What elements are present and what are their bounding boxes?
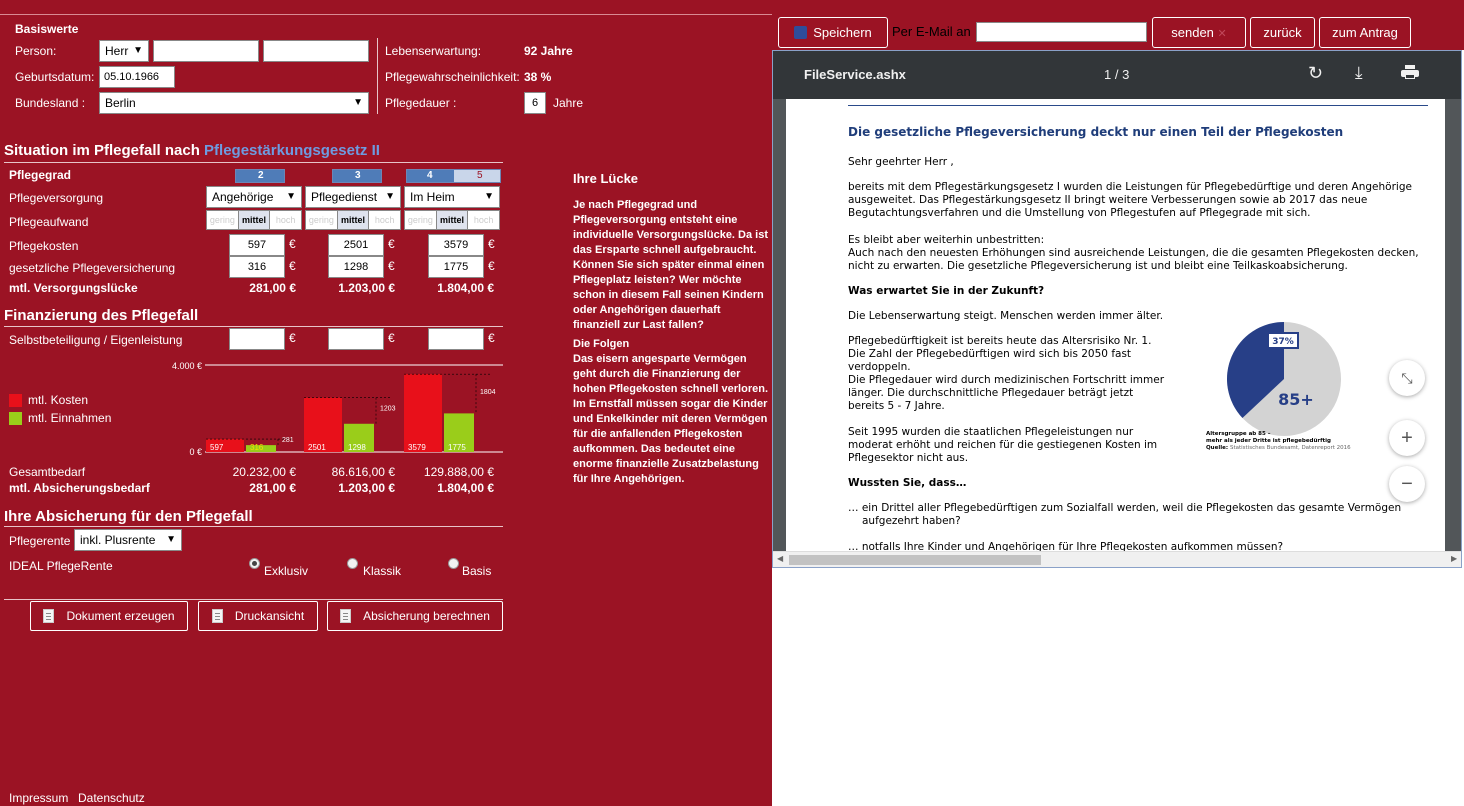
effort-toggle[interactable] xyxy=(206,210,302,230)
zoom-out-icon[interactable]: − xyxy=(1389,466,1425,502)
back-label: zurück xyxy=(1263,25,1302,40)
zoom-in-icon[interactable]: + xyxy=(1389,420,1425,456)
chevron-down-icon: ▼ xyxy=(133,45,143,56)
pdf-filename: FileService.ashx xyxy=(804,67,906,82)
radio-basis-label: Basis xyxy=(462,564,492,578)
print-view-button[interactable] xyxy=(198,601,318,631)
paragraph: bereits mit dem Pflegestärkungsgesetz I wurden die Leistungen für Pflegebedürftige und deren Angehörige ausgeweitet. Das Pflegestärkungsgesetz II bringt weitere Verbesserungen sowie ab 2017 das neue Begutachtungsverfahren und die Umstellung von Pflegestufen auf Pflegegrade mit sich. xyxy=(848,181,1412,219)
apply-label: zum Antrag xyxy=(1332,25,1398,40)
totals-label: Gesamtbedarf xyxy=(9,465,86,479)
state-label: Bundesland : xyxy=(15,96,86,110)
save-label: Speichern xyxy=(813,25,872,40)
pie-caption-line: Altersgruppe ab 85 – xyxy=(1206,431,1271,437)
create-document-button[interactable] xyxy=(30,601,188,631)
paragraph: Die Lebenserwartung steigt. Menschen werden immer älter. xyxy=(848,310,1164,322)
document-toolbar xyxy=(772,0,1464,50)
grade-label: Pflegegrad xyxy=(9,168,72,182)
supply-value: Im Heim xyxy=(410,190,455,204)
income-value-label: 316 xyxy=(250,443,264,452)
situation-title xyxy=(4,142,380,159)
grade-slider[interactable] xyxy=(235,169,285,183)
income-value-label: 1775 xyxy=(448,443,466,452)
costs-input[interactable]: 3579 xyxy=(428,234,484,256)
situation-title-text: Situation im Pflegefall nach xyxy=(4,142,200,159)
paragraph: Seit 1995 wurden die staatlichen Pflegeleistungen nur moderat erhöht und reichen für die gestiegenen Kosten im Pflegesektor nicht aus. xyxy=(848,426,1158,464)
calculate-label: Absicherung berechnen xyxy=(363,609,490,623)
basiswerte-title: Basiswerte xyxy=(15,22,79,36)
supply-select[interactable] xyxy=(404,186,500,208)
effort-low[interactable]: gering xyxy=(209,215,235,225)
divider xyxy=(4,162,503,163)
person-label: Person: xyxy=(15,44,57,58)
effort-high[interactable]: hoch xyxy=(275,215,296,225)
vertical-divider xyxy=(377,38,378,114)
salutation-select[interactable] xyxy=(99,40,149,62)
finance-title: Finanzierung des Pflegefall xyxy=(4,307,199,324)
back-button[interactable] xyxy=(1250,17,1315,48)
total-value: 86.616,00 € xyxy=(331,465,395,479)
supply-value: Pflegedienst xyxy=(311,190,378,204)
radio-klassik-label: Klassik xyxy=(363,564,402,578)
fit-page-icon[interactable]: ⤡ xyxy=(1389,360,1425,396)
statutory-input[interactable]: 1298 xyxy=(328,256,384,278)
pdf-page xyxy=(786,99,1445,551)
divider xyxy=(4,526,503,527)
costs-input[interactable]: 2501 xyxy=(328,234,384,256)
legend-costs-swatch xyxy=(9,394,22,407)
chevron-down-icon: ▼ xyxy=(484,191,494,202)
needs-value: 281,00 € xyxy=(249,481,296,495)
email-label: Per E-Mail an xyxy=(892,24,971,39)
pie-chart xyxy=(1224,319,1344,439)
radio-exklusiv[interactable] xyxy=(249,558,260,569)
y-tick-label: 4.000 € xyxy=(171,361,202,371)
care-probability-label: Pflegewahrscheinlichkeit: xyxy=(385,70,520,84)
grade-value: 3 xyxy=(355,170,361,181)
paragraph: Es bleibt aber weiterhin unbestritten: Auch nach den neuesten Erhöhungen sind ausreichende Leistungen, die die gesamten Pflegekosten decken, nicht zu erwarten. Die gesetzliche Pflegeversicherung ist und bleibt eine Teilkaskoabsicherung. xyxy=(848,234,1419,272)
gap-value: 281,00 € xyxy=(249,281,296,295)
legend-costs-label: mtl. Kosten xyxy=(28,393,89,407)
needs-value: 1.804,00 € xyxy=(437,481,494,495)
paragraph: Die Pflegedauer wird durch medizinischen Fortschritt immer länger. Die durchschnittliche Pflegedauer beträgt jetzt bereits 5 - 7 Jahre. xyxy=(848,374,1165,412)
supply-label: Pflegeversorgung xyxy=(9,191,104,205)
radio-exklusiv-label: Exklusiv xyxy=(264,564,309,578)
effort-low[interactable]: gering xyxy=(308,215,334,225)
insurance-title: Ihre Absicherung für den Pflegefall xyxy=(4,508,253,525)
total-value: 20.232,00 € xyxy=(232,465,296,479)
pflegerente-value: inkl. Plusrente xyxy=(80,533,156,547)
euro-sign: € xyxy=(289,259,296,273)
save-button[interactable] xyxy=(778,17,888,48)
first-name-input[interactable] xyxy=(153,40,259,62)
care-duration-label: Pflegedauer : xyxy=(385,96,457,110)
effort-toggle[interactable] xyxy=(404,210,500,230)
pie-source xyxy=(1206,445,1351,452)
cost-chart xyxy=(0,355,510,460)
email-input[interactable] xyxy=(976,22,1147,42)
life-expectancy-label: Lebenserwartung: xyxy=(385,44,482,58)
gap-label: mtl. Versorgungslücke xyxy=(9,281,138,295)
cost-value-label: 597 xyxy=(210,443,224,452)
grade-slider[interactable] xyxy=(332,169,382,183)
costs-input[interactable]: 597 xyxy=(229,234,285,256)
create-document-label: Dokument erzeugen xyxy=(66,609,175,623)
radio-klassik[interactable] xyxy=(347,558,358,569)
bullet: … notfalls Ihre Kinder und Angehörigen für Ihre Pflegekosten aufkommen müssen? xyxy=(848,541,1284,551)
self-contribution-input[interactable] xyxy=(229,328,285,350)
gap-value-label: 281 xyxy=(282,437,294,445)
gap-info-text: Je nach Pflegegrad und Pflegeversorgung entsteht eine individuelle Versorgungslücke. Da ist das Ersparte schnell aufgebraucht. Können Sie sich später einmal einen Pflegeplatz leisten? Wer möchte schon in diesem Fall seinen Kindern oder Angehörigen dauerhaft finanziell zur Last fallen? xyxy=(573,199,769,331)
care-duration-input[interactable]: 6 xyxy=(524,92,546,114)
legend-income-label: mtl. Einnahmen xyxy=(28,411,112,425)
state-value: Berlin xyxy=(105,96,136,110)
scroll-thumb[interactable] xyxy=(789,555,1041,565)
calculate-button[interactable] xyxy=(327,601,503,631)
salutation-value: Herr xyxy=(105,44,129,58)
total-value: 129.888,00 € xyxy=(423,465,494,479)
birthdate-input[interactable]: 05.10.1966 xyxy=(99,66,175,88)
statutory-input[interactable]: 316 xyxy=(229,256,285,278)
law-link[interactable]: Pflegestärkungsgesetz II xyxy=(204,142,380,159)
cost-value-label: 3579 xyxy=(408,443,426,452)
print-view-label: Druckansicht xyxy=(234,609,305,623)
state-select[interactable] xyxy=(99,92,369,114)
birth-label: Geburtsdatum: xyxy=(15,70,95,84)
document-icon xyxy=(212,609,223,623)
heading: Was erwartet Sie in der Zukunft? xyxy=(848,285,1045,297)
divider xyxy=(4,599,503,600)
effort-high[interactable]: hoch xyxy=(374,215,395,225)
chevron-down-icon: ▼ xyxy=(353,97,363,108)
life-expectancy-value: 92 Jahre xyxy=(524,44,573,58)
grade-value: 2 xyxy=(258,170,264,181)
care-probability-value: 38 % xyxy=(524,70,552,84)
pdf-viewer xyxy=(772,50,1462,568)
care-duration-unit: Jahre xyxy=(553,96,584,110)
costs-label: Pflegekosten xyxy=(9,239,79,253)
bullet: … ein Drittel aller Pflegebedürftigen zum Sozialfall werden, weil die Pflegekosten das gesamte Vermögen aufgezehrt haben? xyxy=(848,502,1402,527)
datenschutz-link[interactable]: Datenschutz xyxy=(78,791,145,805)
effort-high[interactable]: hoch xyxy=(473,215,494,225)
pie-caption xyxy=(1206,431,1351,452)
effort-mid[interactable]: mittel xyxy=(436,211,469,229)
euro-sign: € xyxy=(488,237,495,251)
y-tick-label: 0 € xyxy=(189,447,202,457)
gap-value-label: 1203 xyxy=(380,405,396,413)
euro-sign: € xyxy=(388,237,395,251)
save-icon xyxy=(794,26,807,39)
consequences-title: Die Folgen xyxy=(573,338,630,350)
euro-sign: € xyxy=(388,259,395,273)
effort-toggle[interactable] xyxy=(305,210,401,230)
radio-basis[interactable] xyxy=(448,558,459,569)
gap-value: 1.804,00 € xyxy=(437,281,494,295)
chevron-down-icon: ▼ xyxy=(286,191,296,202)
effort-mid[interactable]: mittel xyxy=(238,211,271,229)
last-name-input[interactable] xyxy=(263,40,369,62)
divider xyxy=(4,326,503,327)
send-button[interactable] xyxy=(1152,17,1246,48)
calculator-icon xyxy=(340,609,351,623)
pie-caption-line: mehr als jeder Dritte ist pflegebedürftig xyxy=(1206,438,1331,444)
euro-sign: € xyxy=(289,237,296,251)
paragraph: Pflegebedürftigkeit ist bereits heute das Altersrisiko Nr. 1. Die Zahl der Pflegebedürftigen wird sich bis 2050 fast verdoppeln. xyxy=(848,335,1152,373)
impressum-link[interactable]: Impressum xyxy=(9,791,69,805)
effort-mid[interactable]: mittel xyxy=(337,211,370,229)
cost-value-label: 2501 xyxy=(308,443,326,452)
print-icon[interactable] xyxy=(1401,65,1419,79)
grade-value: 4 xyxy=(427,170,433,181)
chevron-down-icon: ▼ xyxy=(385,191,395,202)
pdf-viewer-bar xyxy=(773,51,1462,99)
euro-sign: € xyxy=(289,331,296,345)
supply-value: Angehörige xyxy=(212,190,274,204)
gap-value-label: 1804 xyxy=(480,388,496,396)
supply-select[interactable] xyxy=(206,186,302,208)
euro-sign: € xyxy=(488,259,495,273)
needs-label: mtl. Absicherungsbedarf xyxy=(9,481,150,495)
grade-next-value: 5 xyxy=(477,170,483,181)
scroll-right-icon[interactable]: ▶ xyxy=(1451,554,1458,563)
pie-center-label: 85+ xyxy=(1278,390,1314,409)
horizontal-scrollbar[interactable] xyxy=(773,551,1462,568)
needs-value: 1.203,00 € xyxy=(338,481,395,495)
pie-percent: 37% xyxy=(1272,337,1294,347)
statutory-label: gesetzliche Pflegeversicherung xyxy=(9,261,176,275)
close-icon: ✕ xyxy=(1217,28,1227,40)
rotate-icon[interactable]: ↻ xyxy=(1308,63,1324,83)
effort-label: Pflegeaufwand xyxy=(9,215,89,229)
doc-title: Die gesetzliche Pflegeversicherung deckt nur einen Teil der Pflegekosten xyxy=(848,125,1344,139)
scroll-left-icon[interactable]: ◀ xyxy=(777,554,784,563)
ideal-label: IDEAL PflegeRente xyxy=(9,559,113,573)
top-divider xyxy=(0,14,772,15)
supply-select[interactable] xyxy=(305,186,401,208)
grade-slider[interactable] xyxy=(406,169,501,183)
euro-sign: € xyxy=(388,331,395,345)
self-contribution-input[interactable] xyxy=(428,328,484,350)
pie-source-text: Statistisches Bundesamt, Datenreport 2016 xyxy=(1229,445,1351,451)
page-rule xyxy=(848,105,1428,106)
pflegerente-select[interactable] xyxy=(74,529,182,551)
legend-income-swatch xyxy=(9,412,22,425)
apply-button[interactable] xyxy=(1319,17,1411,48)
send-label: senden xyxy=(1171,25,1214,40)
page-indicator: 1 / 3 xyxy=(1104,67,1130,82)
euro-sign: € xyxy=(488,331,495,345)
gap-value: 1.203,00 € xyxy=(338,281,395,295)
heading: Wussten Sie, dass… xyxy=(848,477,967,489)
cost-bar xyxy=(404,374,442,452)
effort-low[interactable]: gering xyxy=(407,215,433,225)
income-value-label: 1298 xyxy=(348,443,366,452)
greeting: Sehr geehrter Herr , xyxy=(848,156,954,168)
consequences-text: Das eisern angesparte Vermögen geht durch die Finanzierung der hohen Pflegekosten schnell verloren. Im Ernstfall müssen sogar die Kinder und Enkelkinder mit deren Vermögen für die anfallenden Pflegekosten aufkommen. Das bedeutet eine enorme finanzielle Zusatzbelastung für Ihre Angehörigen. xyxy=(573,353,768,485)
statutory-input[interactable]: 1775 xyxy=(428,256,484,278)
document-icon xyxy=(43,609,54,623)
download-icon[interactable]: ⤓ xyxy=(1355,63,1363,82)
pflegerente-label: Pflegerente xyxy=(9,534,71,548)
self-contribution-label: Selbstbeteiligung / Eigenleistung xyxy=(9,333,183,347)
gap-info-title: Ihre Lücke xyxy=(573,171,639,186)
chevron-down-icon: ▼ xyxy=(166,534,176,545)
pie-source-label: Quelle: xyxy=(1206,445,1229,451)
self-contribution-input[interactable] xyxy=(328,328,384,350)
